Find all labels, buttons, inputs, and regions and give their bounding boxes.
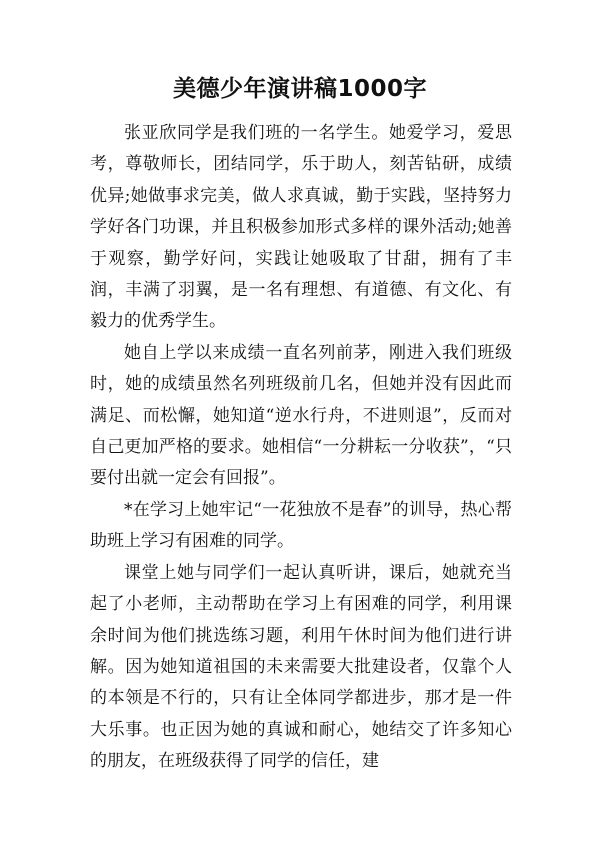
paragraph-1: 张亚欣同学是我们班的一名学生。她爱学习，爱思考，尊敬师长，团结同学，乐于助人，刻苦钻研，成绩优异;她做事求完美，做人求真诚，勤于实践，坚持努力学好各门功课，并且积极参加形式多样的课外活动;她善于观察，勤学好问，实践让她吸取了甘甜，拥有了丰润，丰满了羽翼，是一名有理想、有道德、有文化、有毅力的优秀学生。 bbox=[90, 123, 512, 332]
paragraph-3: *在学习上她牢记“一花独放不是春”的训导，热心帮助班上学习有困难的同学。 bbox=[90, 499, 512, 552]
document-title: 美德少年演讲稿1000字 bbox=[172, 76, 427, 102]
document-body bbox=[90, 118, 512, 778]
paragraph-4: 课堂上她与同学们一起认真听讲，课后，她就充当起了小老师，主动帮助在学习上有困难的同学，利用课余时间为他们挑选练习题，利用午休时间为他们进行讲解。因为她知道祖国的未来需要大批建设者，仅靠个人的本领是不行的，只有让全体同学都进步，那才是一件大乐事。也正因为她的真诚和耐心，她结交了许多知心的朋友，在班级获得了同学的信任，建 bbox=[90, 562, 512, 772]
paragraph-2: 她自上学以来成绩一直名列前茅，刚进入我们班级时，她的成绩虽然名列班级前几名，但她并没有因此而满足、而松懈，她知道“逆水行舟，不进则退”，反而对自己更加严格的要求。她相信“一分耕耘一分收获”，“只要付出就一定会有回报”。 bbox=[90, 342, 512, 489]
